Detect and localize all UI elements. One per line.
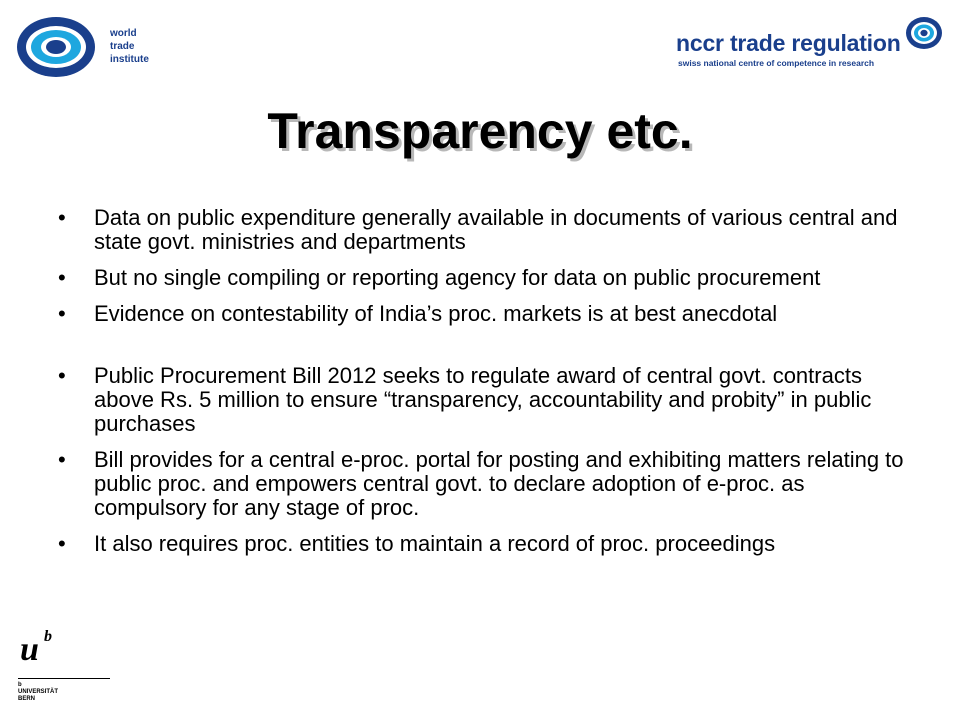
wti-line-2: trade	[110, 41, 135, 52]
wti-line-3: institute	[110, 54, 149, 65]
bullet-marker: •	[58, 265, 66, 290]
bullet-item	[58, 364, 908, 436]
unibe-divider	[18, 678, 110, 679]
bullet-item	[58, 532, 908, 556]
bullet-marker: •	[58, 363, 66, 388]
bullet-text: Data on public expenditure generally available in documents of various central and state govt. ministries and departments	[94, 205, 898, 254]
bullet-item	[58, 206, 908, 254]
unibe-line-1: b	[18, 682, 22, 688]
slide-title: Transparency etc.	[267, 103, 693, 159]
bullet-text: Public Procurement Bill 2012 seeks to regulate award of central govt. contracts above Rs. 5 million to ensure “transparency, accountability and probity” in public purchases	[94, 363, 872, 436]
bullet-item	[58, 302, 908, 326]
unibe-wordmark	[18, 682, 58, 703]
bullet-item	[58, 266, 908, 290]
nccr-title: nccr trade regulation	[676, 30, 901, 56]
university-of-bern-logo	[16, 628, 116, 704]
unibe-mark-u: u	[20, 631, 39, 668]
bullet-item	[58, 448, 908, 520]
nccr-eye-icon	[905, 16, 943, 50]
bullet-marker: •	[58, 531, 66, 556]
world-trade-institute-logo	[16, 16, 156, 78]
bullet-marker: •	[58, 301, 66, 326]
bullet-text: It also requires proc. entities to maintain a record of proc. proceedings	[94, 531, 776, 556]
bullet-text: But no single compiling or reporting agency for data on public procurement	[94, 265, 821, 290]
nccr-trade-regulation-logo	[676, 14, 946, 66]
bullet-marker: •	[58, 447, 66, 472]
unibe-line-2: UNIVERSITÄT	[18, 689, 59, 695]
wti-wordmark	[110, 27, 149, 66]
wti-line-1: world	[110, 28, 137, 39]
bullet-text: Evidence on contestability of India’s proc. markets is at best anecdotal	[94, 301, 778, 326]
unibe-line-3: BERN	[18, 696, 36, 702]
nccr-subtitle: swiss national centre of competence in research	[678, 58, 875, 68]
bullet-text: Bill provides for a central e-proc. portal for posting and exhibiting matters relating to public proc. and empowers central govt. to declare adoption of e-proc. as compulsory for any stage of proc.	[94, 447, 904, 520]
bullet-marker: •	[58, 205, 66, 230]
bullet-list	[58, 206, 908, 568]
unibe-mark-b: b	[44, 628, 52, 645]
wti-eye-icon	[16, 16, 96, 78]
